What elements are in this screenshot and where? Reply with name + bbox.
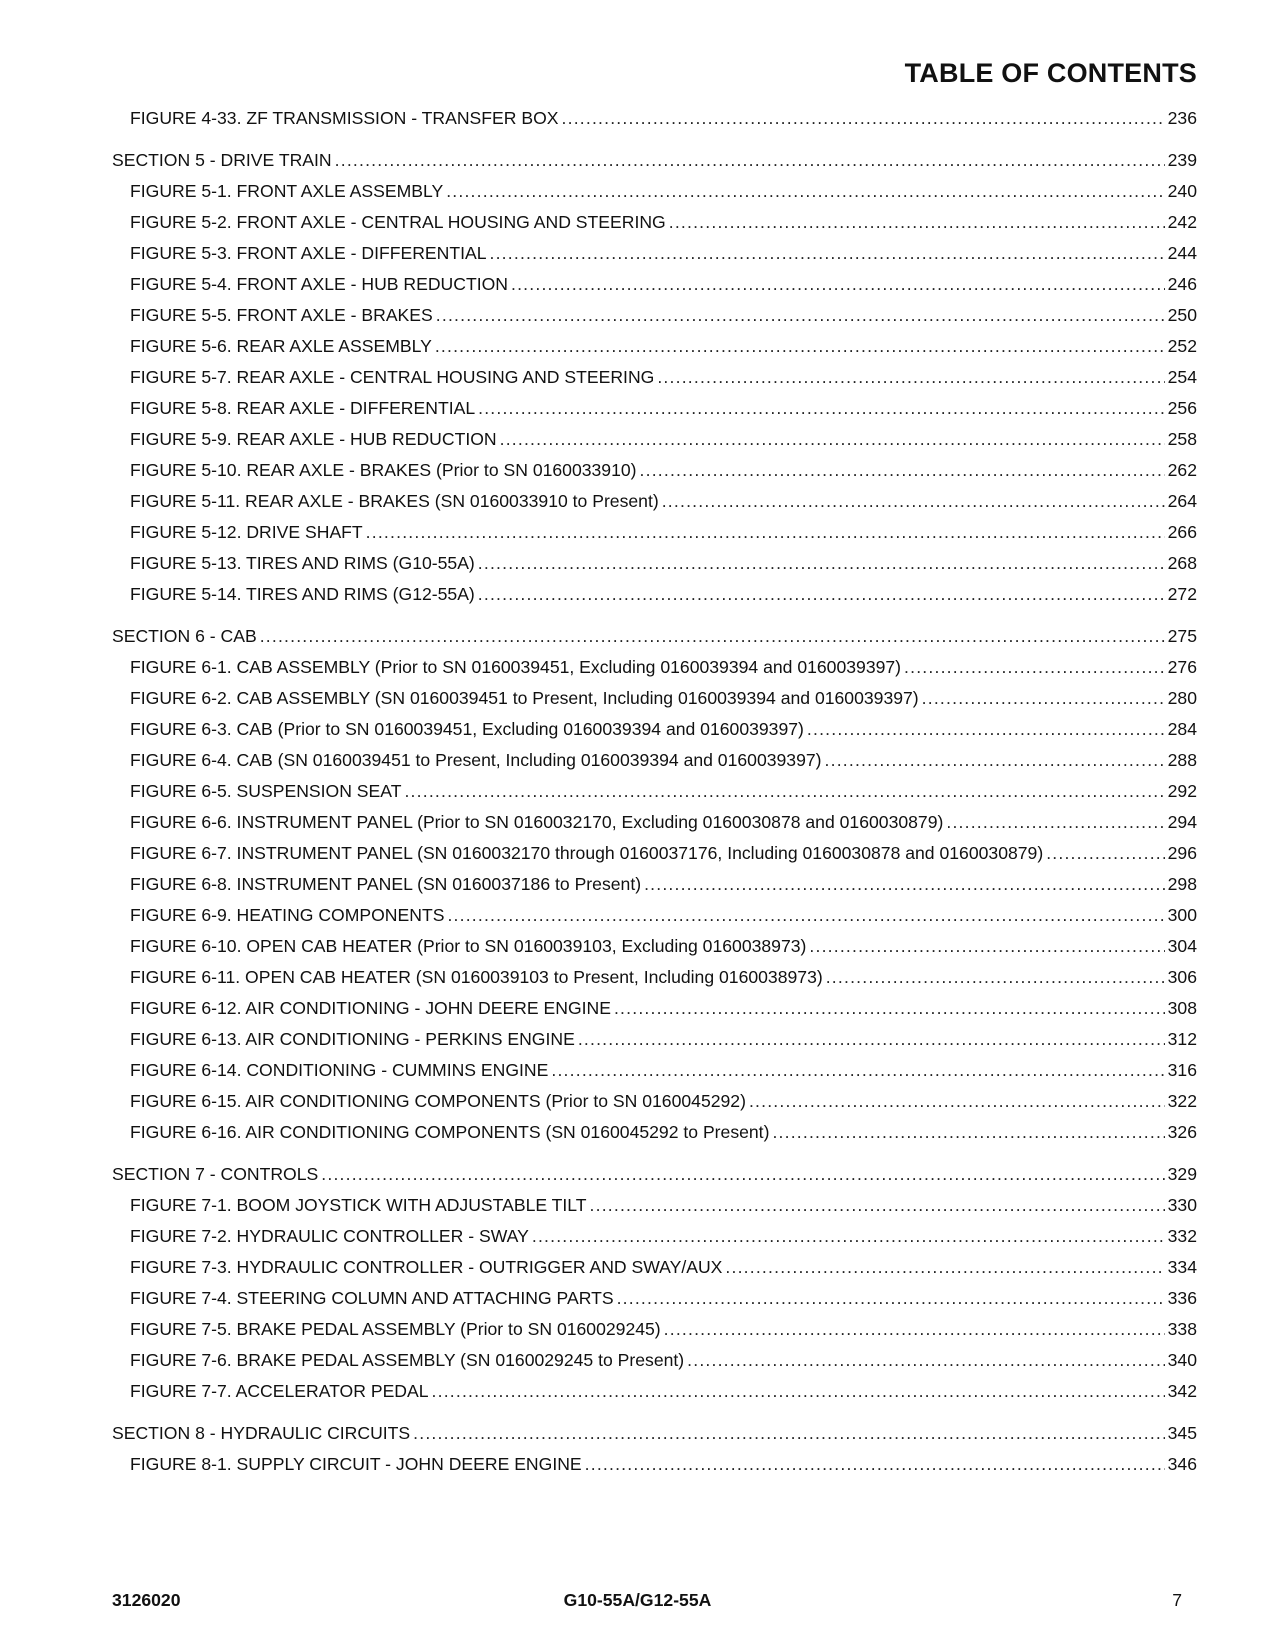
dot-leader — [478, 398, 1165, 418]
toc-entry-label: SECTION 5 - DRIVE TRAIN — [112, 150, 332, 170]
dot-leader — [260, 626, 1165, 646]
toc-entry-label: FIGURE 7-1. BOOM JOYSTICK WITH ADJUSTABLE TILT — [130, 1195, 587, 1215]
dot-leader — [809, 936, 1164, 956]
toc-entry-page: 258 — [1167, 429, 1197, 449]
dot-leader — [335, 150, 1165, 170]
toc-entry-page: 254 — [1167, 367, 1197, 387]
toc-entry-page: 300 — [1167, 905, 1197, 925]
toc-entry-page: 294 — [1167, 812, 1197, 832]
toc-entry-page: 288 — [1167, 750, 1197, 770]
toc-entry-page: 312 — [1167, 1029, 1197, 1049]
toc-figure-entry[interactable] — [0, 936, 1275, 956]
toc-entry-label: FIGURE 7-6. BRAKE PEDAL ASSEMBLY (SN 0160029245 to Present) — [130, 1350, 685, 1370]
toc-figure-entry[interactable] — [0, 874, 1275, 894]
toc-entry-page: 316 — [1167, 1060, 1197, 1080]
toc-figure-entry[interactable] — [0, 998, 1275, 1018]
toc-figure-entry[interactable] — [0, 1091, 1275, 1111]
dot-leader — [478, 584, 1165, 604]
toc-entry-page: 244 — [1167, 243, 1197, 263]
toc-entry-page: 296 — [1167, 843, 1197, 863]
toc-entry-page: 334 — [1167, 1257, 1197, 1277]
toc-section-entry[interactable] — [0, 150, 1275, 170]
page-title: TABLE OF CONTENTS — [904, 58, 1197, 88]
dot-leader — [585, 1454, 1165, 1474]
toc-entry-page: 292 — [1167, 781, 1197, 801]
dot-leader — [657, 367, 1164, 387]
dot-leader — [617, 1288, 1165, 1308]
toc-figure-entry[interactable] — [0, 1226, 1275, 1246]
toc-entry-page: 256 — [1167, 398, 1197, 418]
toc-entry-label: FIGURE 6-7. INSTRUMENT PANEL (SN 0160032170 through 0160037176, Including 0160030878 and 0160030879) — [130, 843, 1044, 863]
toc-entry-label: FIGURE 6-1. CAB ASSEMBLY (Prior to SN 0160039451, Excluding 0160039394 and 0160039397) — [130, 657, 902, 677]
toc-figure-entry[interactable] — [0, 108, 1275, 128]
toc-entry-page: 239 — [1167, 150, 1197, 170]
toc-entry-page: 330 — [1167, 1195, 1197, 1215]
toc-entry-label: SECTION 7 - CONTROLS — [112, 1164, 319, 1184]
toc-entry-label: FIGURE 6-12. AIR CONDITIONING - JOHN DEERE ENGINE — [130, 998, 611, 1018]
toc-figure-entry[interactable] — [0, 584, 1275, 604]
toc-entry-page: 322 — [1167, 1091, 1197, 1111]
toc-entry-label: FIGURE 5-9. REAR AXLE - HUB REDUCTION — [130, 429, 497, 449]
dot-leader — [826, 967, 1165, 987]
toc-entry-label: FIGURE 5-12. DRIVE SHAFT — [130, 522, 363, 542]
toc-entry-label: FIGURE 5-14. TIRES AND RIMS (G12-55A) — [130, 584, 475, 604]
toc-figure-entry[interactable] — [0, 212, 1275, 232]
toc-entry-page: 272 — [1167, 584, 1197, 604]
toc-entry-label: SECTION 6 - CAB — [112, 626, 257, 646]
toc-entry-page: 326 — [1167, 1122, 1197, 1142]
toc-entry-label: FIGURE 5-1. FRONT AXLE ASSEMBLY — [130, 181, 444, 201]
toc-figure-entry[interactable] — [0, 688, 1275, 708]
dot-leader — [446, 181, 1164, 201]
toc-entry-page: 276 — [1167, 657, 1197, 677]
toc-entry-label: FIGURE 5-8. REAR AXLE - DIFFERENTIAL — [130, 398, 476, 418]
toc-entry-page: 246 — [1167, 274, 1197, 294]
toc-figure-entry[interactable] — [0, 274, 1275, 294]
toc-figure-entry[interactable] — [0, 460, 1275, 480]
dot-leader — [669, 212, 1165, 232]
toc-figure-entry[interactable] — [0, 1195, 1275, 1215]
toc-entry-label: FIGURE 7-4. STEERING COLUMN AND ATTACHING PARTS — [130, 1288, 614, 1308]
toc-entry-label: FIGURE 5-11. REAR AXLE - BRAKES (SN 0160033910 to Present) — [130, 491, 659, 511]
dot-leader — [825, 750, 1165, 770]
toc-entry-page: 342 — [1167, 1381, 1197, 1401]
dot-leader — [435, 336, 1165, 356]
dot-leader — [614, 998, 1165, 1018]
toc-section-entry[interactable] — [0, 1164, 1275, 1184]
dot-leader — [772, 1122, 1164, 1142]
dot-leader — [904, 657, 1165, 677]
toc-entry-page: 250 — [1167, 305, 1197, 325]
toc-entry-label: FIGURE 6-5. SUSPENSION SEAT — [130, 781, 402, 801]
dot-leader — [725, 1257, 1164, 1277]
dot-leader — [404, 781, 1164, 801]
toc-entry-page: 284 — [1167, 719, 1197, 739]
toc-entry-page: 298 — [1167, 874, 1197, 894]
toc-figure-entry[interactable] — [0, 812, 1275, 832]
toc-entry-label: FIGURE 6-10. OPEN CAB HEATER (Prior to SN 0160039103, Excluding 0160038973) — [130, 936, 807, 956]
toc-figure-entry[interactable] — [0, 1122, 1275, 1142]
toc-figure-entry[interactable] — [0, 305, 1275, 325]
dot-leader — [321, 1164, 1164, 1184]
toc-entry-page: 336 — [1167, 1288, 1197, 1308]
dot-leader — [490, 243, 1165, 263]
dot-leader — [640, 460, 1165, 480]
toc-entry-label: FIGURE 6-8. INSTRUMENT PANEL (SN 0160037186 to Present) — [130, 874, 642, 894]
toc-entry-label: FIGURE 4-33. ZF TRANSMISSION - TRANSFER BOX — [130, 108, 559, 128]
toc-entry-label: FIGURE 6-11. OPEN CAB HEATER (SN 0160039103 to Present, Including 0160038973) — [130, 967, 823, 987]
toc-entry-label: FIGURE 7-5. BRAKE PEDAL ASSEMBLY (Prior to SN 0160029245) — [130, 1319, 661, 1339]
toc-figure-entry[interactable] — [0, 1029, 1275, 1049]
toc-entry-label: FIGURE 6-13. AIR CONDITIONING - PERKINS ENGINE — [130, 1029, 575, 1049]
toc-entry-page: 262 — [1167, 460, 1197, 480]
toc-figure-entry[interactable] — [0, 243, 1275, 263]
toc-entry-label: FIGURE 7-2. HYDRAULIC CONTROLLER - SWAY — [130, 1226, 529, 1246]
toc-figure-entry[interactable] — [0, 719, 1275, 739]
dot-leader — [447, 905, 1164, 925]
dot-leader — [807, 719, 1165, 739]
toc-figure-entry[interactable] — [0, 750, 1275, 770]
dot-leader — [436, 305, 1165, 325]
toc-entry-label: FIGURE 5-4. FRONT AXLE - HUB REDUCTION — [130, 274, 508, 294]
toc-entry-page: 304 — [1167, 936, 1197, 956]
toc-entry-page: 240 — [1167, 181, 1197, 201]
toc-entry-page: 268 — [1167, 553, 1197, 573]
toc-figure-entry[interactable] — [0, 657, 1275, 677]
toc-entry-page: 329 — [1167, 1164, 1197, 1184]
toc-figure-entry[interactable] — [0, 367, 1275, 387]
toc-figure-entry[interactable] — [0, 1381, 1275, 1401]
toc-entry-label: FIGURE 5-7. REAR AXLE - CENTRAL HOUSING AND STEERING — [130, 367, 655, 387]
dot-leader — [644, 874, 1165, 894]
toc-figure-entry[interactable] — [0, 398, 1275, 418]
toc-entry-label: FIGURE 5-6. REAR AXLE ASSEMBLY — [130, 336, 432, 356]
toc-entry-label: FIGURE 6-2. CAB ASSEMBLY (SN 0160039451 to Present, Including 0160039394 and 0160039397) — [130, 688, 919, 708]
toc-entry-label: FIGURE 6-15. AIR CONDITIONING COMPONENTS (Prior to SN 0160045292) — [130, 1091, 746, 1111]
toc-entry-page: 306 — [1167, 967, 1197, 987]
toc-entry-label: FIGURE 5-13. TIRES AND RIMS (G10-55A) — [130, 553, 475, 573]
toc-entry-label: FIGURE 6-3. CAB (Prior to SN 0160039451, Excluding 0160039394 and 0160039397) — [130, 719, 804, 739]
toc-entry-page: 346 — [1167, 1454, 1197, 1474]
toc-figure-entry[interactable] — [0, 181, 1275, 201]
dot-leader — [532, 1226, 1165, 1246]
footer-page-number: 7 — [1172, 1590, 1182, 1610]
dot-leader — [922, 688, 1165, 708]
dot-leader — [687, 1350, 1164, 1370]
dot-leader — [366, 522, 1165, 542]
dot-leader — [478, 553, 1165, 573]
dot-leader — [1046, 843, 1164, 863]
toc-figure-entry[interactable] — [0, 553, 1275, 573]
toc-entry-label: SECTION 8 - HYDRAULIC CIRCUITS — [112, 1423, 411, 1443]
toc-entry-label: FIGURE 5-3. FRONT AXLE - DIFFERENTIAL — [130, 243, 487, 263]
dot-leader — [432, 1381, 1165, 1401]
toc-entry-page: 275 — [1167, 626, 1197, 646]
toc-entry-page: 340 — [1167, 1350, 1197, 1370]
dot-leader — [662, 491, 1165, 511]
toc-entry-label: FIGURE 5-10. REAR AXLE - BRAKES (Prior to SN 0160033910) — [130, 460, 637, 480]
toc-entry-page: 264 — [1167, 491, 1197, 511]
toc-entry-page: 242 — [1167, 212, 1197, 232]
toc-entry-label: FIGURE 5-5. FRONT AXLE - BRAKES — [130, 305, 433, 325]
toc-figure-entry[interactable] — [0, 905, 1275, 925]
dot-leader — [511, 274, 1165, 294]
dot-leader — [578, 1029, 1165, 1049]
dot-leader — [946, 812, 1164, 832]
toc-figure-entry[interactable] — [0, 781, 1275, 801]
toc-entry-page: 252 — [1167, 336, 1197, 356]
toc-entry-label: FIGURE 7-3. HYDRAULIC CONTROLLER - OUTRIGGER AND SWAY/AUX — [130, 1257, 723, 1277]
toc-entry-page: 332 — [1167, 1226, 1197, 1246]
toc-entry-label: FIGURE 6-16. AIR CONDITIONING COMPONENTS (SN 0160045292 to Present) — [130, 1122, 770, 1142]
toc-list — [0, 108, 1275, 1474]
toc-figure-entry[interactable] — [0, 429, 1275, 449]
toc-entry-page: 345 — [1167, 1423, 1197, 1443]
toc-figure-entry[interactable] — [0, 1257, 1275, 1277]
toc-entry-page: 308 — [1167, 998, 1197, 1018]
footer-doc-number: 3126020 — [112, 1590, 181, 1610]
toc-entry-label: FIGURE 6-14. CONDITIONING - CUMMINS ENGINE — [130, 1060, 549, 1080]
toc-figure-entry[interactable] — [0, 1319, 1275, 1339]
toc-entry-label: FIGURE 6-9. HEATING COMPONENTS — [130, 905, 445, 925]
toc-entry-page: 280 — [1167, 688, 1197, 708]
toc-figure-entry[interactable] — [0, 491, 1275, 511]
toc-entry-label: FIGURE 5-2. FRONT AXLE - CENTRAL HOUSING AND STEERING — [130, 212, 666, 232]
toc-figure-entry[interactable] — [0, 1060, 1275, 1080]
toc-figure-entry[interactable] — [0, 1288, 1275, 1308]
toc-section-entry[interactable] — [0, 626, 1275, 646]
dot-leader — [413, 1423, 1164, 1443]
dot-leader — [590, 1195, 1165, 1215]
dot-leader — [562, 108, 1165, 128]
dot-leader — [749, 1091, 1165, 1111]
dot-leader — [500, 429, 1165, 449]
dot-leader — [664, 1319, 1165, 1339]
toc-entry-label: FIGURE 6-4. CAB (SN 0160039451 to Present, Including 0160039394 and 0160039397) — [130, 750, 822, 770]
toc-figure-entry[interactable] — [0, 522, 1275, 542]
toc-figure-entry[interactable] — [0, 1350, 1275, 1370]
footer-model: G10-55A/G12-55A — [563, 1590, 712, 1610]
toc-section-entry[interactable] — [0, 1423, 1275, 1443]
toc-entry-label: FIGURE 8-1. SUPPLY CIRCUIT - JOHN DEERE ENGINE — [130, 1454, 582, 1474]
toc-entry-label: FIGURE 6-6. INSTRUMENT PANEL (Prior to SN 0160032170, Excluding 0160030878 and 0160030879) — [130, 812, 944, 832]
toc-entry-page: 338 — [1167, 1319, 1197, 1339]
dot-leader — [551, 1060, 1164, 1080]
toc-figure-entry[interactable] — [0, 1454, 1275, 1474]
toc-entry-label: FIGURE 7-7. ACCELERATOR PEDAL — [130, 1381, 429, 1401]
toc-figure-entry[interactable] — [0, 336, 1275, 356]
toc-entry-page: 236 — [1167, 108, 1197, 128]
toc-figure-entry[interactable] — [0, 967, 1275, 987]
toc-entry-page: 266 — [1167, 522, 1197, 542]
page-footer — [0, 1590, 1275, 1614]
toc-figure-entry[interactable] — [0, 843, 1275, 863]
